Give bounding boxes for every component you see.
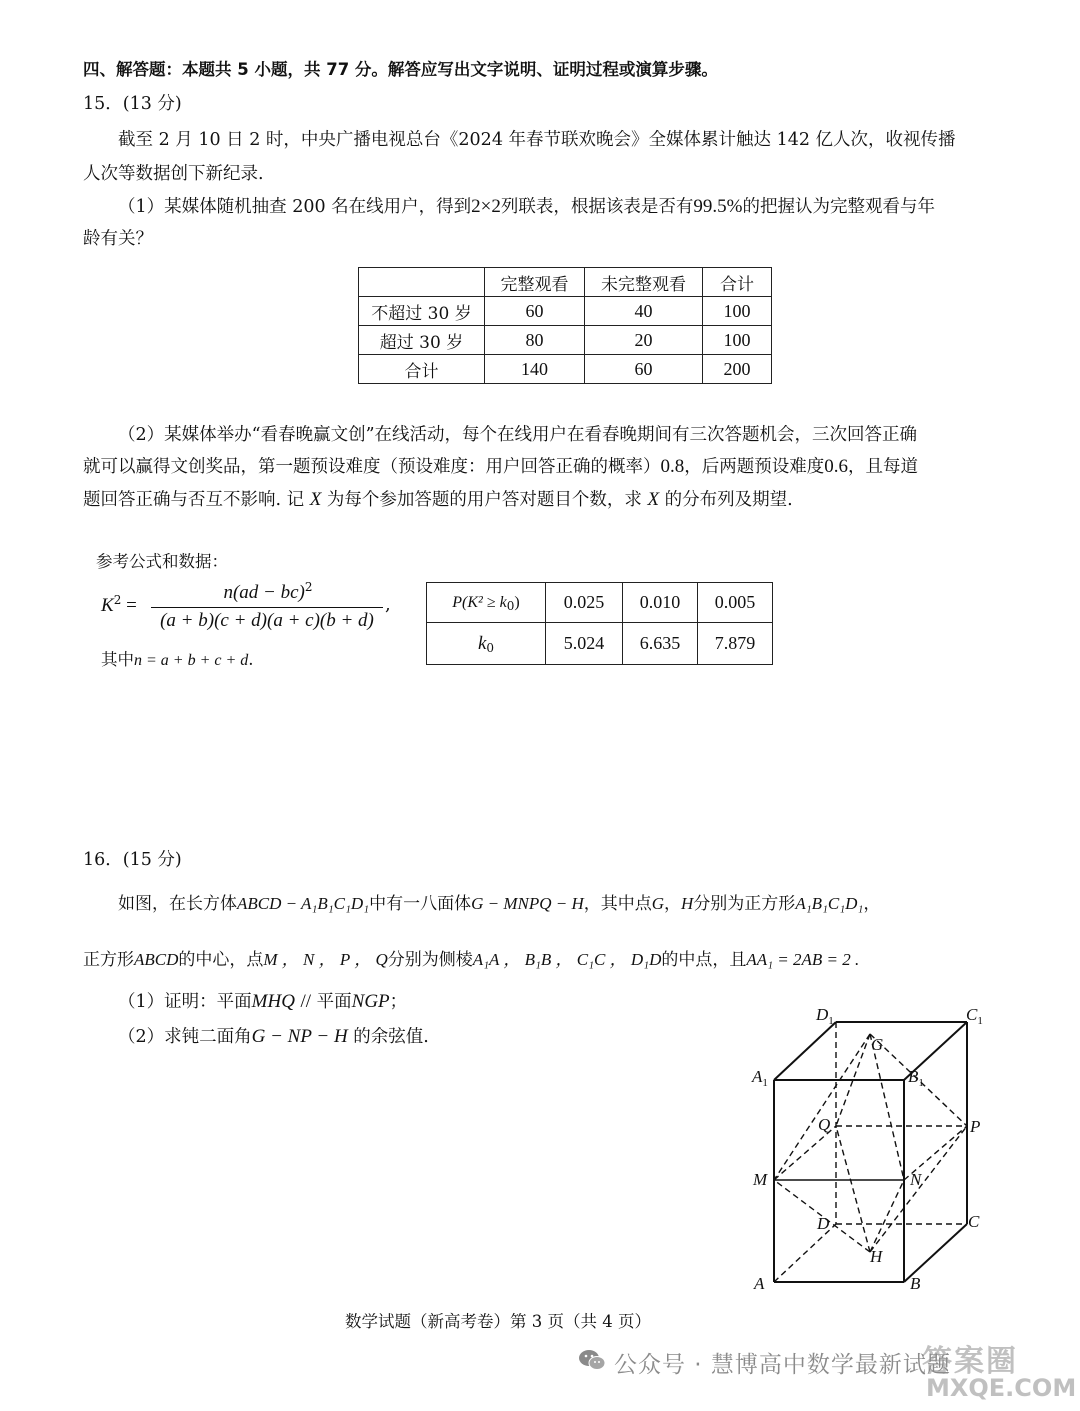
edge-gm <box>774 1034 870 1180</box>
answer-logo <box>922 1336 1077 1406</box>
table-row <box>359 297 772 326</box>
table-cell: 0.010 <box>623 583 698 623</box>
q16-line1: 如图，在长方体ABCD − A₁B₁C₁D₁中有一八面体G − MNPQ − H，其中点G，H分别为正方形A₁B₁C₁D₁， <box>118 894 881 914</box>
table-cell: 不超过 30 岁 <box>359 297 485 326</box>
table-row <box>427 583 773 623</box>
table-cell: 200 <box>703 355 772 384</box>
contingency-table <box>358 267 772 384</box>
q16-part2: （2）求钝二面角G − NP − H 的余弦值. <box>118 1026 429 1047</box>
label-d: D <box>817 1214 830 1233</box>
q16-line2: 正方形ABCD的中心，点M ， N ， P ， Q分别为侧棱A₁A ， B₁B ， C₁C ， D₁D的中点，且AA₁ = 2AB = 2 . <box>83 950 860 970</box>
k2-formula: $K^2$ = n(ad − bc)$^2$ (a + b)(c + d)(a + c)(b + d) , <box>101 580 391 631</box>
table-cell: 60 <box>485 297 585 326</box>
q15-part1-line1: （1）某媒体随机抽查 200 名在线用户，得到2×2列联表，根据该表是否有99.5%的把握认为完整观看与年 <box>118 196 935 217</box>
label-n: N <box>910 1170 922 1189</box>
edge-mq <box>774 1126 836 1180</box>
table-cell: 超过 30 岁 <box>359 326 485 355</box>
label-c: C <box>968 1212 980 1231</box>
table-header: 未完整观看 <box>585 268 703 297</box>
table-row <box>427 623 773 665</box>
label-d1: $D_1$ <box>816 1005 834 1027</box>
page-footer: 数学试题（新高考卷）第 3 页（共 4 页） <box>345 1312 651 1331</box>
edge-a1d1 <box>774 1022 836 1080</box>
edge-gn <box>870 1034 904 1180</box>
table-cell: 0.025 <box>546 583 623 623</box>
edge-hn <box>870 1180 904 1252</box>
q15-intro-line2: 人次等数据创下新纪录. <box>83 164 264 184</box>
table-cell: 5.024 <box>546 623 623 665</box>
table-header: 合计 <box>703 268 772 297</box>
wechat-icon <box>578 1349 606 1369</box>
formula-where: 其中n = a + b + c + d. <box>101 650 254 669</box>
critical-value-table <box>426 582 773 665</box>
table-cell: 40 <box>585 297 703 326</box>
section-heading: 四、解答题：本题共 5 小题，共 77 分。解答应写出文字说明、证明过程或演算步骤。 <box>83 60 718 79</box>
label-b1: $B_1$ <box>908 1067 924 1089</box>
label-g: G <box>871 1035 884 1054</box>
edge-hq <box>836 1126 870 1252</box>
q16-part1: （1）证明：平面MHQ // 平面NGP； <box>118 991 408 1012</box>
logo-text: 答案圈 <box>922 1344 1018 1379</box>
table-cell: 100 <box>703 297 772 326</box>
label-b: B <box>910 1274 921 1293</box>
label-h: H <box>870 1247 883 1266</box>
table-cell: 80 <box>485 326 585 355</box>
table-cell: $P(K^2 \ge k_0)$ <box>427 583 546 623</box>
label-a: A <box>754 1274 765 1293</box>
table-cell: 0.005 <box>698 583 773 623</box>
logo-domain: MXQE.COM <box>926 1374 1077 1402</box>
q15-intro-line1: 截至 2 月 10 日 2 时，中央广播电视总台《2024 年春节联欢晚会》全媒体累计触达 142 亿人次，收视传播 <box>118 130 956 150</box>
table-header: 完整观看 <box>485 268 585 297</box>
table-cell: 20 <box>585 326 703 355</box>
q15-number: 15．(13 分) <box>83 94 182 114</box>
watermark-text: 公众号 · 慧博高中数学最新试题 <box>614 1352 951 1378</box>
q15-part2-line2: 就可以赢得文创奖品，第一题预设难度（预设难度：用户回答正确的概率）0.8，后两题预设难度0.6，且每道 <box>83 456 918 477</box>
label-q: Q <box>818 1115 831 1134</box>
edge-hp <box>870 1126 967 1252</box>
q16-number: 16．(15 分) <box>83 850 182 870</box>
ref-title: 参考公式和数据： <box>96 552 228 571</box>
table-row <box>359 326 772 355</box>
table-header <box>359 268 485 297</box>
table-row <box>359 355 772 384</box>
table-cell: 6.635 <box>623 623 698 665</box>
label-c1: $C_1$ <box>966 1005 983 1027</box>
table-cell: $k_0$ <box>427 623 546 665</box>
label-m: M <box>753 1170 768 1189</box>
cuboid-octahedron-figure <box>740 1000 1000 1295</box>
q15-part2-line3: 题回答正确与否互不影响. 记 X 为每个参加答题的用户答对题目个数，求 X 的分布列及期望. <box>83 489 793 510</box>
table-cell: 7.879 <box>698 623 773 665</box>
table-cell: 140 <box>485 355 585 384</box>
label-p: P <box>970 1117 981 1136</box>
table-cell: 60 <box>585 355 703 384</box>
q15-part1-line2: 龄有关？ <box>83 229 153 249</box>
q15-part2-line1: （2）某媒体举办“看春晚赢文创”在线活动，每个在线用户在看春晚期间有三次答题机会，三次回答正确 <box>118 425 918 445</box>
table-cell: 合计 <box>359 355 485 384</box>
label-a1: $A_1$ <box>752 1067 768 1089</box>
table-cell: 100 <box>703 326 772 355</box>
